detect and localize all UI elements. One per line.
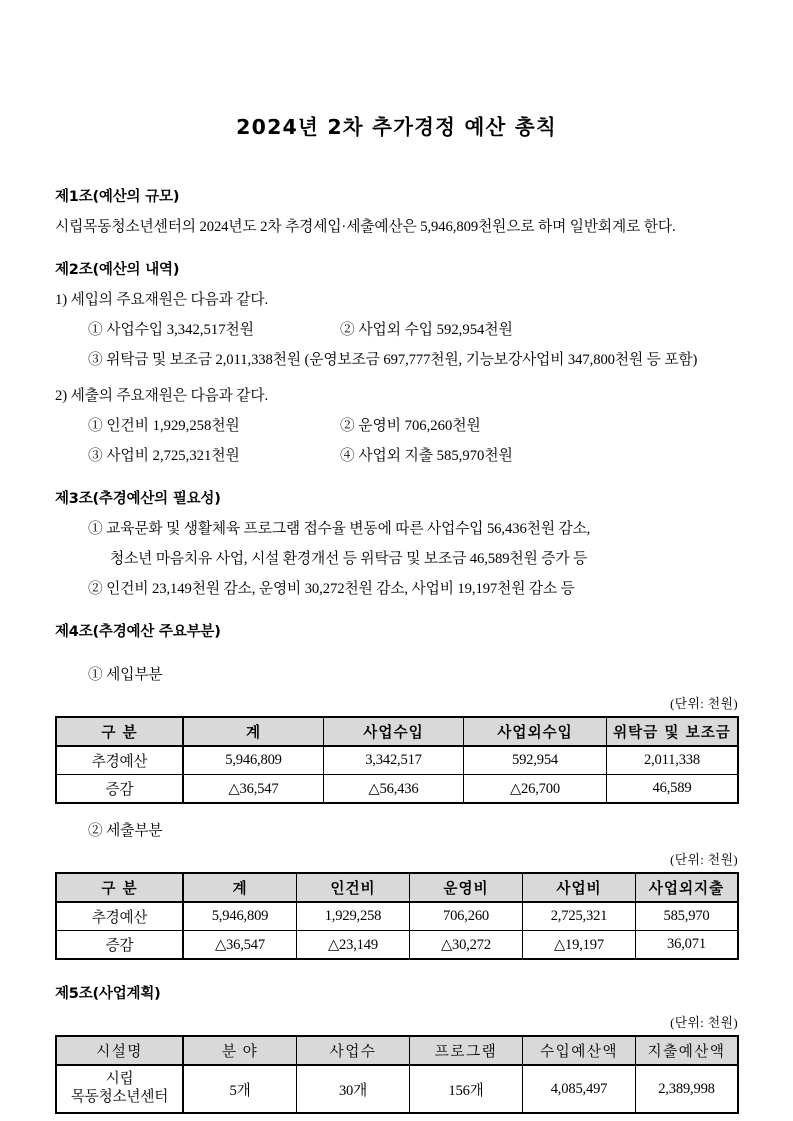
table-cell: 706,260 [410, 902, 523, 931]
article-3-line-3: ② 인건비 23,149천원 감소, 운영비 30,272천원 감소, 사업비 19,197천원 감소 등 [88, 581, 575, 597]
column-header: 위탁금 및 보조금 [607, 717, 739, 746]
article-5-heading: 제5조(사업계획) [55, 986, 161, 1002]
revenue-table-label: ① 세입부분 [88, 667, 163, 683]
spacer [55, 236, 738, 258]
table-cell: 36,071 [636, 931, 739, 960]
expenditure-table-unit: (단위: 천원) [670, 853, 738, 867]
expenditure-item-row [55, 414, 738, 435]
column-header: 분 야 [183, 1036, 297, 1065]
revenue-intro: 1) 세입의 주요재원은 다음과 같다. [55, 292, 269, 308]
spacer [55, 508, 738, 517]
column-header: 계 [183, 873, 297, 902]
spacer [55, 339, 738, 348]
spacer [55, 279, 738, 288]
revenue-item-row [55, 318, 738, 339]
table-cell: 585,970 [636, 902, 739, 931]
table-cell: △36,547 [183, 931, 297, 960]
row-label: 추경예산 [56, 746, 183, 775]
revenue-item-3: ③ 위탁금 및 보조금 2,011,338천원 (운영보조금 697,777천원, 기능보강사업비 347,800천원 등 포함) [88, 352, 698, 368]
column-header: 사업수 [297, 1036, 410, 1065]
expenditure-item-2: ② 운영비 706,260천원 [340, 418, 481, 434]
column-header: 사업외지출 [636, 873, 739, 902]
facility-name-line-2: 목동청소년센터 [70, 1089, 169, 1105]
expenditure-item-row [55, 444, 738, 465]
spacer [55, 206, 738, 215]
facility-name-cell [56, 1065, 183, 1113]
spacer [55, 435, 738, 444]
spacer [55, 369, 738, 384]
table-cell: △56,436 [324, 775, 464, 804]
expenditure-table-label: ② 세출부분 [88, 823, 163, 839]
column-header: 구 분 [56, 873, 183, 902]
expenditure-item-4: ④ 사업외 지출 585,970천원 [340, 448, 513, 464]
spacer [55, 598, 738, 620]
table-row [56, 746, 738, 775]
spacer [55, 641, 738, 663]
table-cell: 30개 [297, 1065, 410, 1113]
article-1-body: 시립목동청소년센터의 2024년도 2차 추경세입·세출예산은 5,946,809천원으로 하며 일반회계로 한다. [55, 219, 676, 235]
article-1-heading: 제1조(예산의 규모) [55, 189, 180, 205]
spacer [55, 140, 738, 170]
revenue-table [55, 716, 739, 804]
row-label: 추경예산 [56, 902, 183, 931]
table-header-row [56, 873, 738, 902]
expenditure-item-1: ① 인건비 1,929,258천원 [88, 418, 240, 434]
table-cell: 592,954 [464, 746, 607, 775]
facility-name-line-1: 시립 [105, 1071, 134, 1088]
article-3-line-1: ① 교육문화 및 생활체육 프로그램 접수율 변동에 따른 사업수입 56,436천원 감소, [88, 521, 591, 537]
article-2-heading: 제2조(예산의 내역) [55, 262, 180, 278]
revenue-item-1: ① 사업수입 3,342,517천원 [88, 322, 254, 338]
expenditure-table [55, 872, 739, 960]
table-cell: 4,085,497 [523, 1065, 636, 1113]
article-4-heading: 제4조(추경예산 주요부분) [55, 624, 221, 640]
table-cell: △23,149 [297, 931, 410, 960]
table-header-row [56, 717, 738, 746]
plan-table-unit: (단위: 천원) [670, 1016, 738, 1030]
spacer [55, 960, 738, 982]
column-header: 지출예산액 [636, 1036, 739, 1065]
article-3-line-2: 청소년 마음치유 사업, 시설 환경개선 등 위탁금 및 보조금 46,589천원 증가 등 [110, 551, 588, 567]
spacer [55, 309, 738, 318]
column-header: 사업외수입 [464, 717, 607, 746]
table-cell: 5,946,809 [183, 902, 297, 931]
spacer [55, 465, 738, 487]
page-title: 2024년 2차 추가경정 예산 총칙 [236, 115, 557, 139]
expenditure-intro: 2) 세출의 주요재원은 다음과 같다. [55, 388, 269, 404]
spacer [55, 405, 738, 414]
row-label: 증감 [56, 931, 183, 960]
table-cell: 5개 [183, 1065, 297, 1113]
spacer [55, 568, 738, 577]
revenue-item-2: ② 사업외 수입 592,954천원 [340, 322, 513, 338]
column-header: 구 분 [56, 717, 183, 746]
table-cell: △36,547 [183, 775, 324, 804]
table-cell: 156개 [410, 1065, 523, 1113]
column-header: 운영비 [410, 873, 523, 902]
column-header: 사업비 [523, 873, 636, 902]
table-cell: 2,011,338 [607, 746, 739, 775]
table-cell: 3,342,517 [324, 746, 464, 775]
article-3-heading: 제3조(추경예산의 필요성) [55, 491, 221, 507]
column-header: 인건비 [297, 873, 410, 902]
spacer [55, 1003, 738, 1012]
business-plan-table [55, 1035, 739, 1114]
column-header: 프로그램 [410, 1036, 523, 1065]
column-header: 수입예산액 [523, 1036, 636, 1065]
table-cell: △30,272 [410, 931, 523, 960]
column-header: 사업수입 [324, 717, 464, 746]
table-row [56, 902, 738, 931]
table-cell: 46,589 [607, 775, 739, 804]
table-cell: △26,700 [464, 775, 607, 804]
row-label: 증감 [56, 775, 183, 804]
table-cell: 2,389,998 [636, 1065, 739, 1113]
spacer [55, 684, 738, 693]
spacer [55, 840, 738, 849]
table-row [56, 775, 738, 804]
expenditure-item-3: ③ 사업비 2,725,321천원 [88, 448, 240, 464]
table-cell: 1,929,258 [297, 902, 410, 931]
spacer [55, 804, 738, 819]
spacer [55, 538, 738, 547]
table-row [56, 1065, 738, 1113]
revenue-table-unit: (단위: 천원) [670, 697, 738, 711]
table-row [56, 931, 738, 960]
column-header: 시설명 [56, 1036, 183, 1065]
table-header-row [56, 1036, 738, 1065]
table-cell: 2,725,321 [523, 902, 636, 931]
column-header: 계 [183, 717, 324, 746]
table-cell: 5,946,809 [183, 746, 324, 775]
spacer [55, 170, 738, 185]
table-cell: △19,197 [523, 931, 636, 960]
